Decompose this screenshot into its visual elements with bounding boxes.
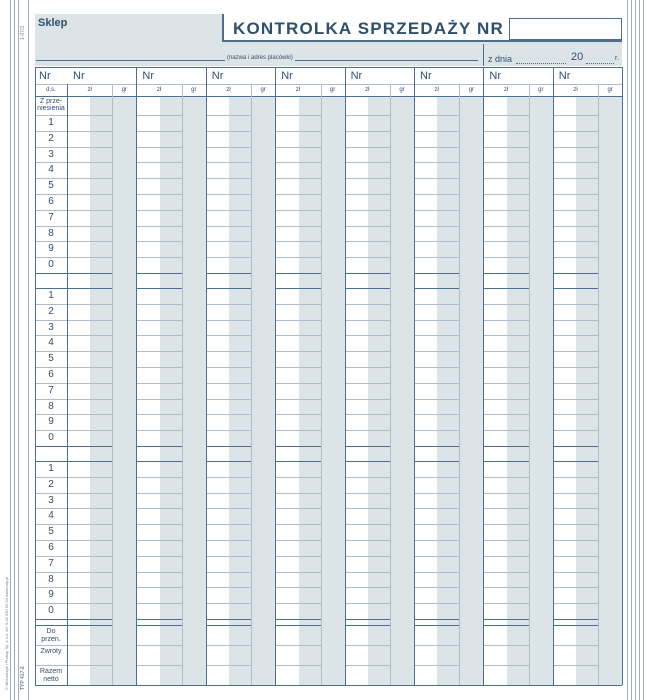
gr-label: gr	[260, 87, 266, 93]
zl-label: zł	[156, 87, 162, 93]
row-number: 9	[48, 416, 54, 428]
ds-column-border	[67, 84, 68, 685]
row-number: 9	[48, 589, 54, 601]
row-number: 4	[48, 510, 54, 522]
zl-column-shade	[90, 96, 112, 685]
header-divider	[35, 84, 622, 85]
page-title: KONTROLKA SPRZEDAŻY NR	[233, 19, 505, 38]
nr-column-border	[345, 67, 346, 685]
zl-column-shade	[299, 96, 321, 685]
nr-column-border	[275, 67, 276, 685]
zl-column-shade	[437, 96, 459, 685]
row-number: 2	[48, 478, 54, 490]
row-number: 9	[48, 243, 54, 255]
footer-label: Do przen.	[41, 628, 61, 643]
nr-column-label: Nr	[73, 70, 85, 82]
nr-column-label: Nr	[558, 70, 571, 82]
zl-label: zł	[87, 87, 92, 93]
row-number: 6	[48, 542, 54, 553]
row-number: 3	[48, 321, 54, 333]
row-number: 0	[48, 259, 54, 271]
row-number: 7	[48, 557, 54, 569]
gr-label: gr	[121, 87, 128, 93]
zl-column-shade	[576, 96, 598, 685]
gr-label: gr	[399, 87, 405, 93]
zl-column-shade	[507, 96, 529, 685]
footer-label: Zwroty	[40, 648, 62, 655]
row-number: 0	[48, 605, 54, 617]
shop-caption: (nazwa i adres placówki)	[227, 55, 293, 61]
nr-column-label: Nr	[420, 70, 432, 82]
row-number: 8	[48, 400, 54, 412]
row-number: 5	[48, 526, 54, 538]
gr-label: gr	[329, 87, 336, 93]
zl-label: zł	[573, 87, 578, 93]
nr-column-border	[414, 67, 415, 685]
gr-label: gr	[468, 87, 475, 93]
carry-in-label: Z prze- niesienia	[37, 98, 65, 112]
nr-column-label: Nr	[489, 70, 501, 82]
zl-column-shade	[229, 96, 251, 685]
gr-column-shade	[113, 97, 136, 685]
zl-label: zł	[226, 87, 231, 93]
gr-label: gr	[607, 87, 613, 93]
gr-column-shade	[183, 97, 206, 685]
gr-column-shade	[530, 97, 553, 685]
date-century: 20	[571, 51, 584, 63]
nr-column-label: Nr	[39, 70, 51, 82]
nr-column-label: Nr	[142, 70, 154, 82]
type-code: TYP 417-2	[20, 666, 26, 690]
row-number: 1	[48, 290, 54, 301]
nr-column-border	[553, 67, 554, 685]
footer-label: Razem netto	[39, 668, 63, 683]
zl-column-shade	[368, 96, 390, 685]
row-number: 4	[48, 337, 54, 349]
row-number: 0	[48, 432, 54, 444]
row-number: 4	[48, 164, 54, 176]
nr-column-border	[206, 67, 207, 685]
row-number: 6	[48, 369, 54, 380]
gr-column-shade	[460, 97, 483, 685]
row-number: 5	[48, 180, 54, 192]
gr-column-shade	[322, 97, 345, 685]
row-number: 3	[48, 148, 54, 160]
row-number: 1	[48, 117, 54, 128]
table-bottom-border	[35, 685, 622, 686]
gr-column-shade	[391, 97, 414, 685]
row-number: 1	[48, 463, 54, 474]
date-suffix: r.	[615, 55, 619, 62]
nr-column-border	[136, 67, 137, 685]
nr-column-border	[483, 67, 484, 685]
zl-column-shade	[160, 96, 182, 685]
row-number: 7	[48, 384, 54, 396]
row-number: 5	[48, 353, 54, 365]
shop-label: Sklep	[38, 17, 68, 29]
row-number: 8	[48, 227, 54, 239]
ds-label: d.s.	[46, 87, 56, 93]
gr-column-shade	[252, 97, 275, 685]
row-number: 3	[48, 494, 54, 506]
nr-column-label: Nr	[211, 70, 224, 82]
gr-label: gr	[538, 87, 544, 93]
zl-label: zł	[365, 87, 370, 93]
row-number: 2	[48, 305, 54, 317]
date-prefix: z dnia	[488, 54, 513, 64]
zl-label: zł	[503, 87, 509, 93]
gr-column-shade	[599, 97, 622, 685]
publisher-text: © Michalczyk i Prokop Sp. z o.o. tel. 0-42 630 56 04 www.mip.pl	[4, 576, 9, 690]
form-code: 1-07/3	[20, 25, 26, 40]
row-number: 8	[48, 573, 54, 585]
row-number: 2	[48, 132, 54, 144]
gr-label: gr	[191, 87, 197, 93]
zl-label: zł	[295, 87, 301, 93]
nr-column-label: Nr	[281, 70, 293, 82]
row-number: 6	[48, 196, 54, 207]
row-number: 7	[48, 211, 54, 223]
table-top-border	[35, 67, 622, 68]
zl-label: zł	[434, 87, 439, 93]
nr-column-label: Nr	[350, 70, 363, 82]
